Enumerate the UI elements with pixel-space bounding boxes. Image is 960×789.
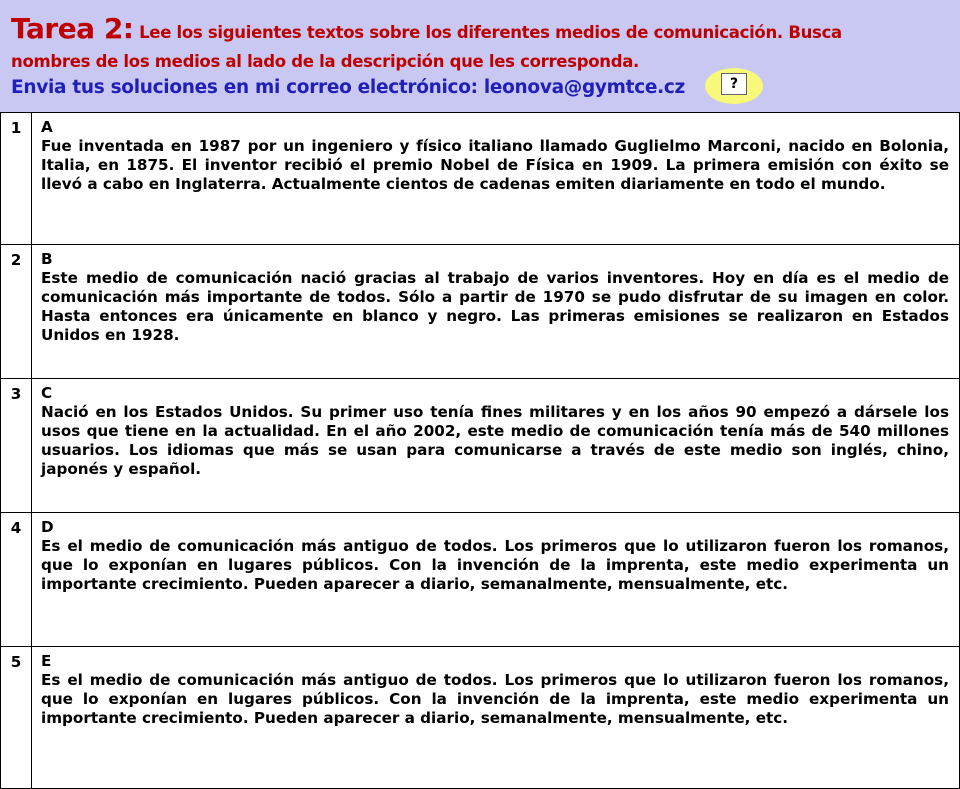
task-description: Lee los siguientes textos sobre los diferentes medios de comunicación. Busca — [139, 23, 842, 42]
row-content — [32, 245, 960, 379]
row-number: 2 — [1, 245, 32, 379]
row-number: 1 — [1, 113, 32, 245]
description-text: Nació en los Estados Unidos. Su primer uso tenía fines militares y en los años 90 empezó a dársele los usos que tiene en la actualidad. En el año 2002, este medio de comunicación tenía más de 540 millones usuarios. Los idiomas que más se usan para comunicarse a través de este medio son inglés, chino, japonés y español. — [41, 403, 949, 478]
row-number: 3 — [1, 379, 32, 513]
answer-letter: A — [41, 118, 53, 136]
description-text: Este medio de comunicación nació gracias al trabajo de varios inventores. Hoy en día es el medio de comunicación más importante de todos. Sólo a partir de 1970 se pudo disfrutar de su imagen en color. Hasta entonces era únicamente en blanco y negro. Las primeras emisiones se realizaron en Estados Unidos en 1928. — [41, 269, 949, 344]
question-mark-icon[interactable]: ? — [721, 73, 747, 95]
answer-letter: C — [41, 384, 53, 402]
table-row — [1, 647, 960, 789]
description-text: Es el medio de comunicación más antiguo de todos. Los primeros que lo utilizaron fueron los romanos, que lo exponían en lugares públicos. Con la invención de la imprenta, este medio experimenta un importante crecimiento. Pueden aparecer a diario, semanalmente, mensualmente, etc. — [41, 537, 949, 593]
description-text: Fue inventada en 1987 por un ingeniero y físico italiano llamado Guglielmo Marconi, nacido en Bolonia, Italia, en 1875. El inventor recibió el premio Nobel de Física en 1909. La primera emisión con éxito se llevó a cabo en Inglaterra. Actualmente cientos de cadenas emiten diariamente en todo el mundo. — [41, 137, 949, 193]
texts-table — [0, 112, 960, 789]
table-row — [1, 513, 960, 647]
task-header — [0, 0, 960, 112]
table-row — [1, 113, 960, 245]
task-number: Tarea 2: — [11, 12, 134, 45]
table-row — [1, 245, 960, 379]
submission-instruction: Envia tus soluciones en mi correo electrónico: leonova@gymtce.cz — [11, 77, 685, 98]
row-number: 4 — [1, 513, 32, 647]
row-number: 5 — [1, 647, 32, 789]
help-callout[interactable] — [705, 68, 763, 104]
answer-letter: B — [41, 250, 53, 268]
description-text: Es el medio de comunicación más antiguo de todos. Los primeros que lo utilizaron fueron los romanos, que lo exponían en lugares públicos. Con la invención de la imprenta, este medio experimenta un importante crecimiento. Pueden aparecer a diario, semanalmente, mensualmente, etc. — [41, 671, 949, 727]
task-title — [11, 12, 956, 45]
row-content — [32, 379, 960, 513]
row-content — [32, 647, 960, 789]
table-row — [1, 379, 960, 513]
answer-letter: D — [41, 518, 54, 536]
task-description-continued: nombres de los medios al lado de la descripción que les corresponda. — [11, 52, 640, 71]
row-content — [32, 113, 960, 245]
answer-letter: E — [41, 652, 52, 670]
row-content — [32, 513, 960, 647]
